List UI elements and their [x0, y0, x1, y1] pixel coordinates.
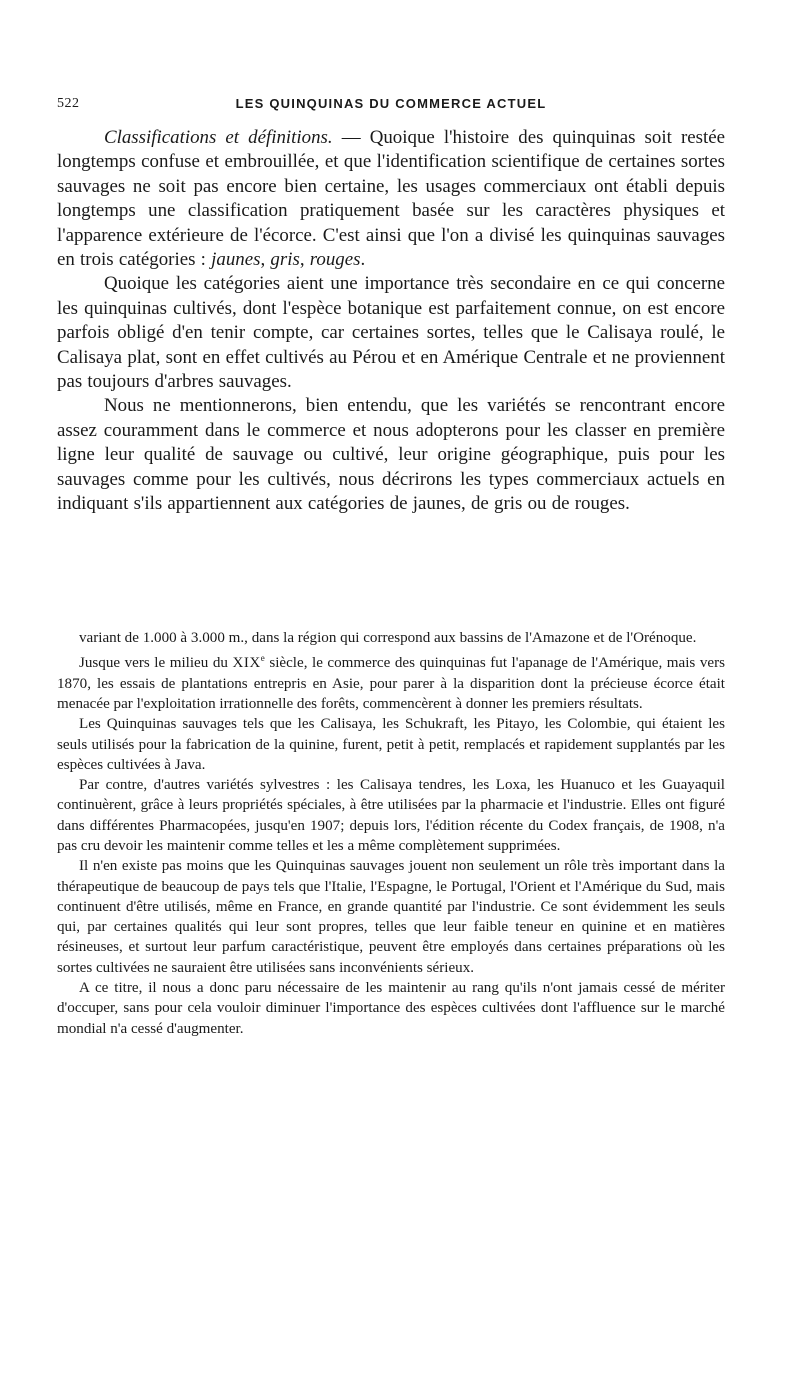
running-head — [57, 96, 725, 116]
paragraph-text: — Quoique l'histoire des quinquinas soit restée longtemps confuse et embrouillée, et que l'identification scientifique de certaines sortes sauvages ne soit pas encore bien certaine, les usages commerciaux ont établi depuis longtemps une classification pratiquement basée sur les caractères physiques et l'apparence extérieure de l'écorce. C'est ainsi que l'on a divisé les quinquinas sauvages en trois catégories : — [57, 127, 725, 271]
running-title: LES QUINQUINAS DU COMMERCE ACTUEL — [235, 96, 547, 111]
category-gris: gris — [270, 249, 300, 271]
paragraph-categories: Quoique les catégories aient une importance très secondaire en ce qui concerne les quinquinas cultivés, dont l'espèce botanique est parfaitement connue, on est encore parfois obligé d'en tenir compte, car certaines sortes, telles que le Calisaya roulé, le Calisaya plat, sont en effet cultivés au Pérou et en Amérique Centrale et ne proviennent pas toujours d'arbres sauvages. — [57, 273, 725, 393]
paragraph-varietes: Nous ne mentionnerons, bien entendu, que les variétés se rencontrant encore assez couramment dans le commerce et nous adopterons pour les classer en première ligne leur qualité de sauvage ou cultivé, leur origine géographique, puis pour les sauvages comme pour les cultivés, nous décrirons les types commerciaux actuels en indiquant s'ils appartiennent aux catégories de jaunes, de gris ou de rouges. — [57, 395, 725, 515]
main-text — [57, 126, 725, 517]
century-numeral: XIX — [232, 655, 261, 672]
note-wild-quinquinas: Les Quinquinas sauvages tels que les Calisaya, les Schukraft, les Pitayo, les Colombie, qui étaient les seuls utilisés pour la fabrication de la quinine, furent, petit à petit, remplacés et rapidement supplantés par les espèces cultivées à Java. — [57, 716, 725, 773]
small-print-notes — [57, 628, 725, 1039]
note-text: Jusque vers le milieu du — [79, 655, 233, 672]
note-conclusion: A ce titre, il nous a donc paru nécessaire de les maintenir au rang qu'ils n'ont jamais cessé de mériter d'occuper, sans pour cela vouloir diminuer l'importance des espèces cultivées dont l'affluence sur le marché mondial n'a cessé d'augmenter. — [57, 980, 725, 1037]
category-jaunes: jaunes — [211, 249, 261, 271]
separator: , — [260, 249, 271, 271]
note-history — [57, 648, 725, 714]
paragraph-end: . — [360, 249, 366, 271]
note-text: siècle, le commerce des quinquinas fut l'apanage de l'Amérique, mais vers 1870, les essais de plantations entrepris en Asie, pour parer à la disparition dont la précieuse écorce était menacée par l'exploitation irrationnelle des forêts, commencèrent à donner les premiers résultats. — [57, 655, 725, 712]
note-sylvan-varieties: Par contre, d'autres variétés sylvestres : les Calisaya tendres, les Loxa, les Huanuco et les Guayaquil continuèrent, grâce à leurs propriétés spéciales, à être utilisées par la pharmacie et l'industrie. Elles ont figuré dans différentes Pharmacopées, jusqu'en 1907; depuis lors, l'édition récente du Codex français, de 1908, n'a pas cru devoir les maintenir comme telles et les a même complètement supprimées. — [57, 777, 725, 854]
separator: , — [299, 249, 310, 271]
note-therapeutic-role: Il n'en existe pas moins que les Quinquinas sauvages jouent non seulement un rôle très important dans la thérapeutique de beaucoup de pays tels que l'Italie, l'Espagne, le Portugal, l'Orient et l'Amérique du Sud, mais continuent d'être utilisés, même en France, en grande quantité par l'industrie. Ce sont évidemment les seuls qui, par certaines qualités qui leur sont propres, telles que leur faible teneur en quinine et en matières résineuses, et surtout leur parfum caractéristique, peuvent être employés dans certaines préparations où les sortes cultivées ne sauraient être utilisées sans inconvénients sérieux. — [57, 858, 725, 976]
superscript: e — [260, 653, 265, 664]
page-number: 522 — [57, 96, 80, 111]
paragraph-classifications — [57, 126, 725, 272]
note-altitude: variant de 1.000 à 3.000 m., dans la région qui correspond aux bassins de l'Amazone et de l'Orénoque. — [79, 630, 697, 646]
category-rouges: rouges — [309, 249, 361, 271]
section-heading: Classifications et définitions. — [104, 127, 333, 148]
